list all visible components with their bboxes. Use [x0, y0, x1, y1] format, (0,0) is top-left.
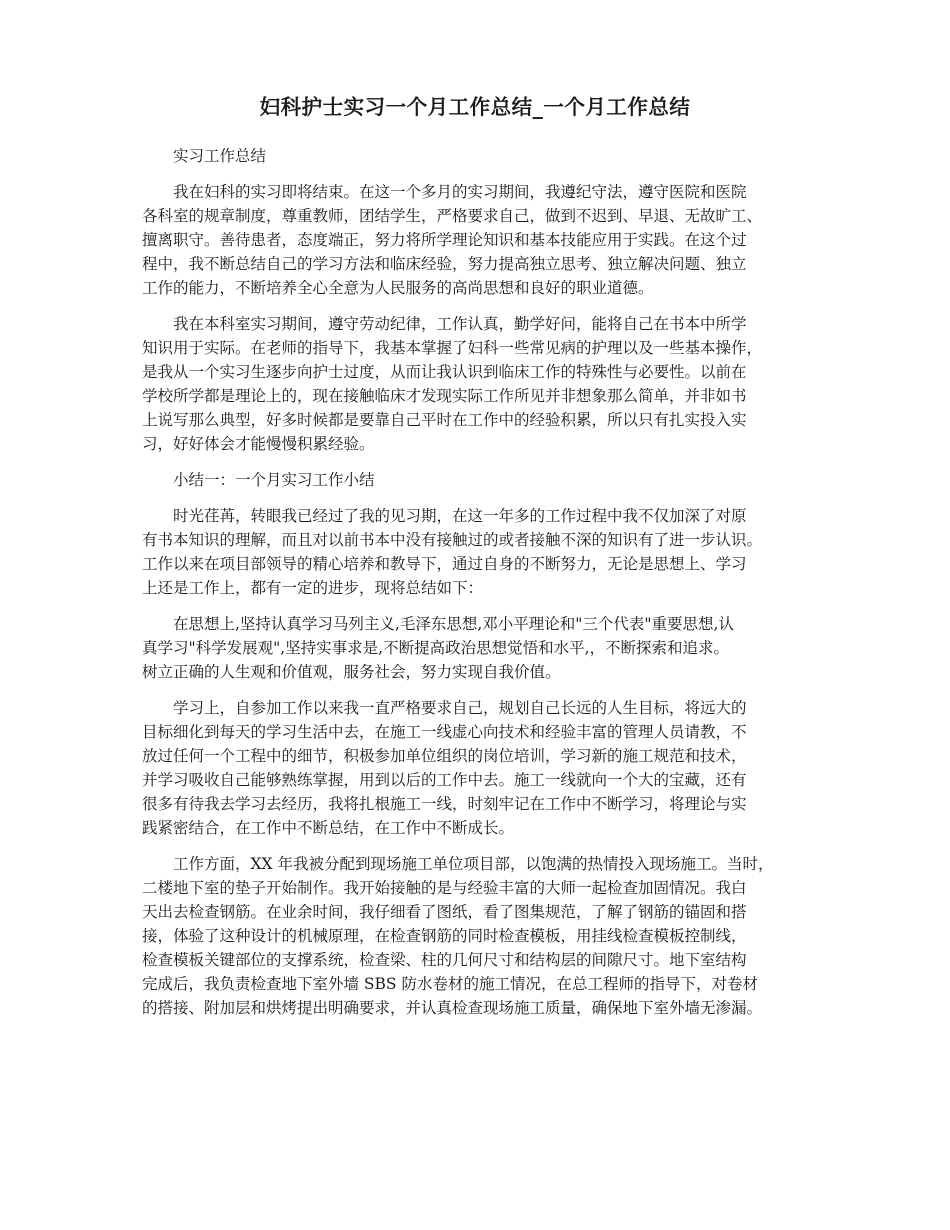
paragraph-5: 学习上，自参加工作以来我一直严格要求自己，规划自己长远的人生目标，将远大的 目标细化到每天的学习生活中去，在施工一线虚心向技术和经验丰富的管理人员请教，不 放过任何一个工程中的细节，积极参加单位组织的岗位培训，学习新的施工规范和技术， 并学习吸收自己能够熟练掌握，用到以后的工作中去。施工一线就向一个大的宝藏，还有 很多有待我去学习去经历，我将扎根施工一线，时刻牢记在工作中不断学习，将理论与实 践紧密结合，在工作中不断总结，在工作中不断成长。 — [142, 699, 747, 837]
section-heading-internship-summary: 实习工作总结 — [173, 147, 267, 165]
paragraph-6: 工作方面，XX 年我被分配到现场施工单位项目部，以饱满的热情投入现场施工。当时， 二楼地下室的垫子开始制作。我开始接触的是与经验丰富的大师一起检查加固情况。我白 天出去检查钢筋。在业余时间，我仔细看了图纸，看了图集规范，了解了钢筋的锚固和搭 接，体验了这种设计的机械原理，在检查钢筋的同时检查模板，用挂线检查模板控制线， 检查模板关键部位的支撑系统，检查梁、柱的几何尺寸和结构层的间隙尺寸。地下室结构 完成后，我负责检查地下室外墙 SBS 防水卷材的施工情况，在总工程师的指导下，对卷材 的搭接、附加层和烘烤提出明确要求，并认真检查现场施工质量，确保地下室外墙无渗漏。 — [142, 855, 774, 1017]
section-heading-summary-one: 小结一：一个月实习工作小结 — [173, 471, 375, 489]
paragraph-1: 我在妇科的实习即将结束。在这一个多月的实习期间，我遵纪守法，遵守医院和医院 各科室的规章制度，尊重教师，团结学生，严格要求自己，做到不迟到、早退、无故旷工、 擅离职守。善待患者，态度端正，努力将所学理论知识和基本技能应用于实践。在这个过 程中，我不断总结自己的学习方法和临床经验，努力提高独立思考、独立解决问题、独立 工作的能力，不断培养全心全意为人民服务的高尚思想和良好的职业道德。 — [142, 183, 763, 297]
paragraph-4: 在思想上,坚持认真学习马列主义,毛泽东思想,邓小平理论和"三个代表"重要思想,认 真学习"科学发展观",坚持实事求是,不断提高政治思想觉悟和水平,，不断探索和追求。 树立正确的人生观和价值观，服务社会，努力实现自我价值。 — [142, 615, 734, 681]
paragraph-3: 时光荏苒，转眼我已经过了我的见习期，在这一年多的工作过程中我不仅加深了对原 有书本知识的理解，而且对以前书本中没有接触过的或者接触不深的知识有了进一步认识。 工作以来在项目部领导的精心培养和教导下，通过自身的不断努力，无论是思想上、学习 上还是工作上，都有一定的进步，现将总结如下： — [142, 507, 763, 597]
document-title: 妇科护士实习一个月工作总结_一个月工作总结 — [259, 95, 691, 119]
paragraph-2: 我在本科室实习期间，遵守劳动纪律，工作认真，勤学好问，能将自己在书本中所学 知识用于实际。在老师的指导下，我基本掌握了妇科一些常见病的护理以及一些基本操作， 是我从一个实习生逐步向护士过度，从而让我认识到临床工作的特殊性与必要性。以前在 学校所学都是理论上的，现在接触临床才发现实际工作所见并非想象那么简单，并非如书 上说写那么典型，好多时候都是要靠自己平时在工作中的经验积累，所以只有扎实投入实 习，好好体会才能慢慢积累经验。 — [142, 315, 763, 453]
document-body — [142, 144, 826, 1032]
